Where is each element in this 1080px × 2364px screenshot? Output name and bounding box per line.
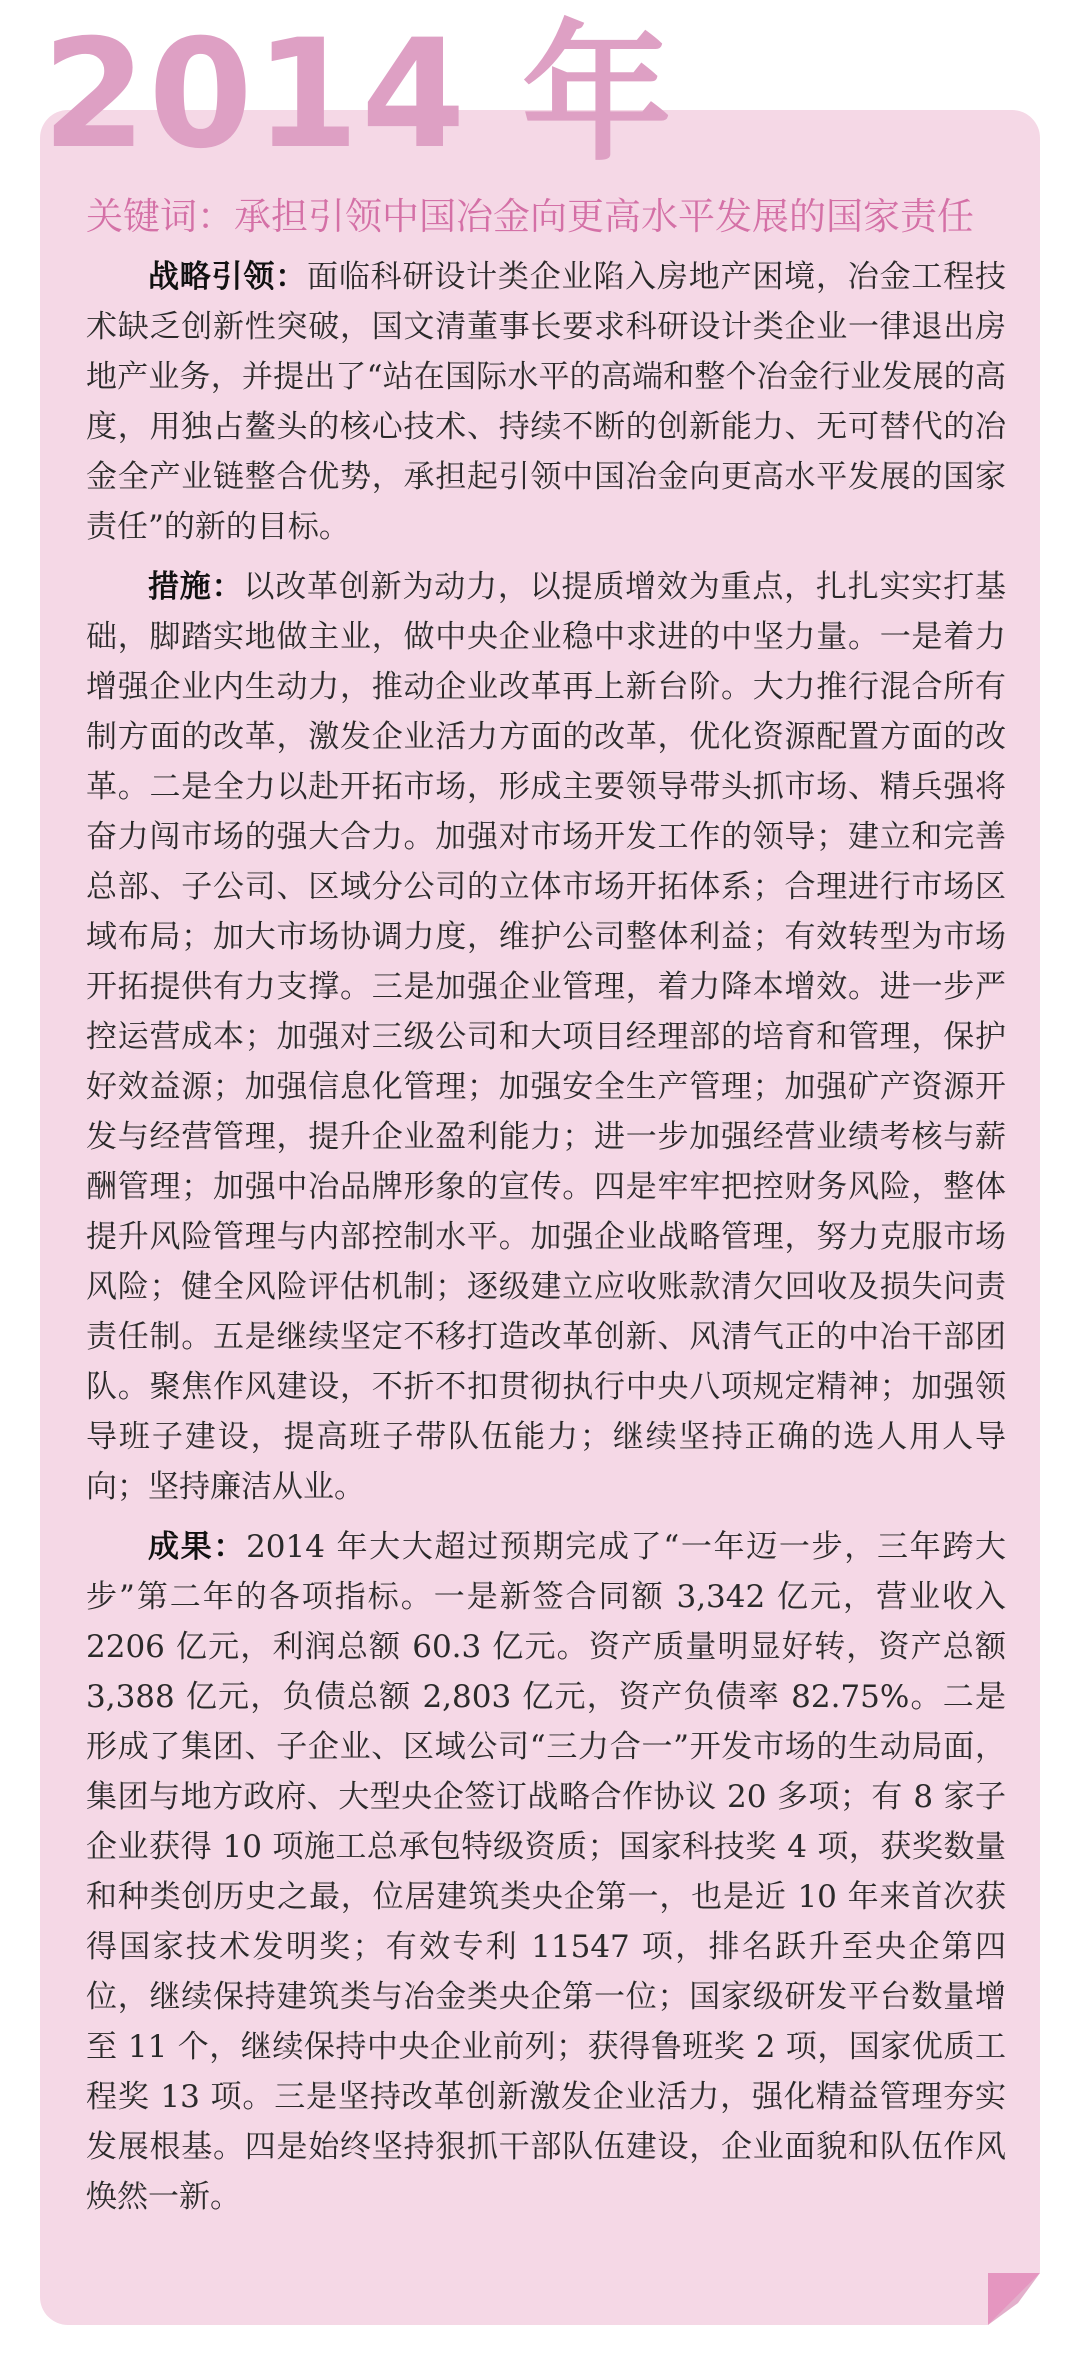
section-lead-results: 成果： (148, 1529, 247, 1565)
section-measures (86, 562, 1006, 1512)
section-lead-strategy: 战略引领： (148, 259, 308, 295)
section-text-results: 2014 年大大超过预期完成了“一年迈一步，三年跨大步”第二年的各项指标。一是新签合同额 3,342 亿元，营业收入 2206 亿元，利润总额 60.3 亿元。资产质量明显好转，资产总额 3,388 亿元，负债总额 2,803 亿元，资产负债率 82.75%。二是形成了集团、子企业、区域公司“三力合一”开发市场的生动局面，集团与地方政府、大型央企签订战略合作协议 20 多项；有 8 家子企业获得 10 项施工总承包特级资质；国家科技奖 4 项，获奖数量和种类创历史之最，位居建筑类央企第一，也是近 10 年来首次获得国家技术发明奖；有效专利 11547 项，排名跃升至央企第四位，继续保持建筑类与冶金类央企第一位；国家级研发平台数量增至 11 个，继续保持中央企业前列；获得鲁班奖 2 项，国家优质工程奖 13 项。三是坚持改革创新激发企业活力，强化精益管理夯实发展根基。四是始终坚持狠抓干部队伍建设，企业面貌和队伍作风焕然一新。 (86, 1529, 1007, 2215)
section-text-strategy: 面临科研设计类企业陷入房地产困境，冶金工程技术缺乏创新性突破，国文清董事长要求科研设计类企业一律退出房地产业务，并提出了“站在国际水平的高端和整个冶金行业发展的高度，用独占鳌头的核心技术、持续不断的创新能力、无可替代的冶金全产业链整合优势，承担起引领中国冶金向更高水平发展的国家责任”的新的目标。 (86, 259, 1007, 545)
page-fold-corner (988, 2273, 1040, 2325)
section-text-measures: 以改革创新为动力，以提质增效为重点，扎扎实实打基础，脚踏实地做主业，做中央企业稳中求进的中坚力量。一是着力增强企业内生动力，推动企业改革再上新台阶。大力推行混合所有制方面的改革，激发企业活力方面的改革，优化资源配置方面的改革。二是全力以赴开拓市场，形成主要领导带头抓市场、精兵强将奋力闯市场的强大合力。加强对市场开发工作的领导；建立和完善总部、子公司、区域分公司的立体市场开拓体系；合理进行市场区域布局；加大市场协调力度，维护公司整体利益；有效转型为市场开拓提供有力支撑。三是加强企业管理，着力降本增效。进一步严控运营成本；加强对三级公司和大项目经理部的培育和管理，保护好效益源；加强信息化管理；加强安全生产管理；加强矿产资源开发与经营管理，提升企业盈利能力；进一步加强经营业绩考核与薪酬管理；加强中冶品牌形象的宣传。四是牢牢把控财务风险，整体提升风险管理与内部控制水平。加强企业战略管理，努力克服市场风险；健全风险评估机制；逐级建立应收账款清欠回收及损失问责责任制。五是继续坚定不移打造改革创新、风清气正的中冶干部团队。聚焦作风建设，不折不扣贯彻执行中央八项规定精神；加强领导班子建设，提高班子带队伍能力；继续坚持正确的选人用人导向；坚持廉洁从业。 (86, 569, 1007, 1505)
year-heading: 2014 年 (42, 8, 674, 182)
article-body (86, 192, 1006, 2232)
keyword-line (86, 192, 1006, 242)
section-strategy (86, 252, 1006, 552)
keyword-label: 关键词： (86, 195, 234, 238)
keyword-text: 承担引领中国冶金向更高水平发展的国家责任 (234, 195, 974, 238)
section-lead-measures: 措施： (148, 569, 244, 605)
section-results (86, 1522, 1006, 2222)
